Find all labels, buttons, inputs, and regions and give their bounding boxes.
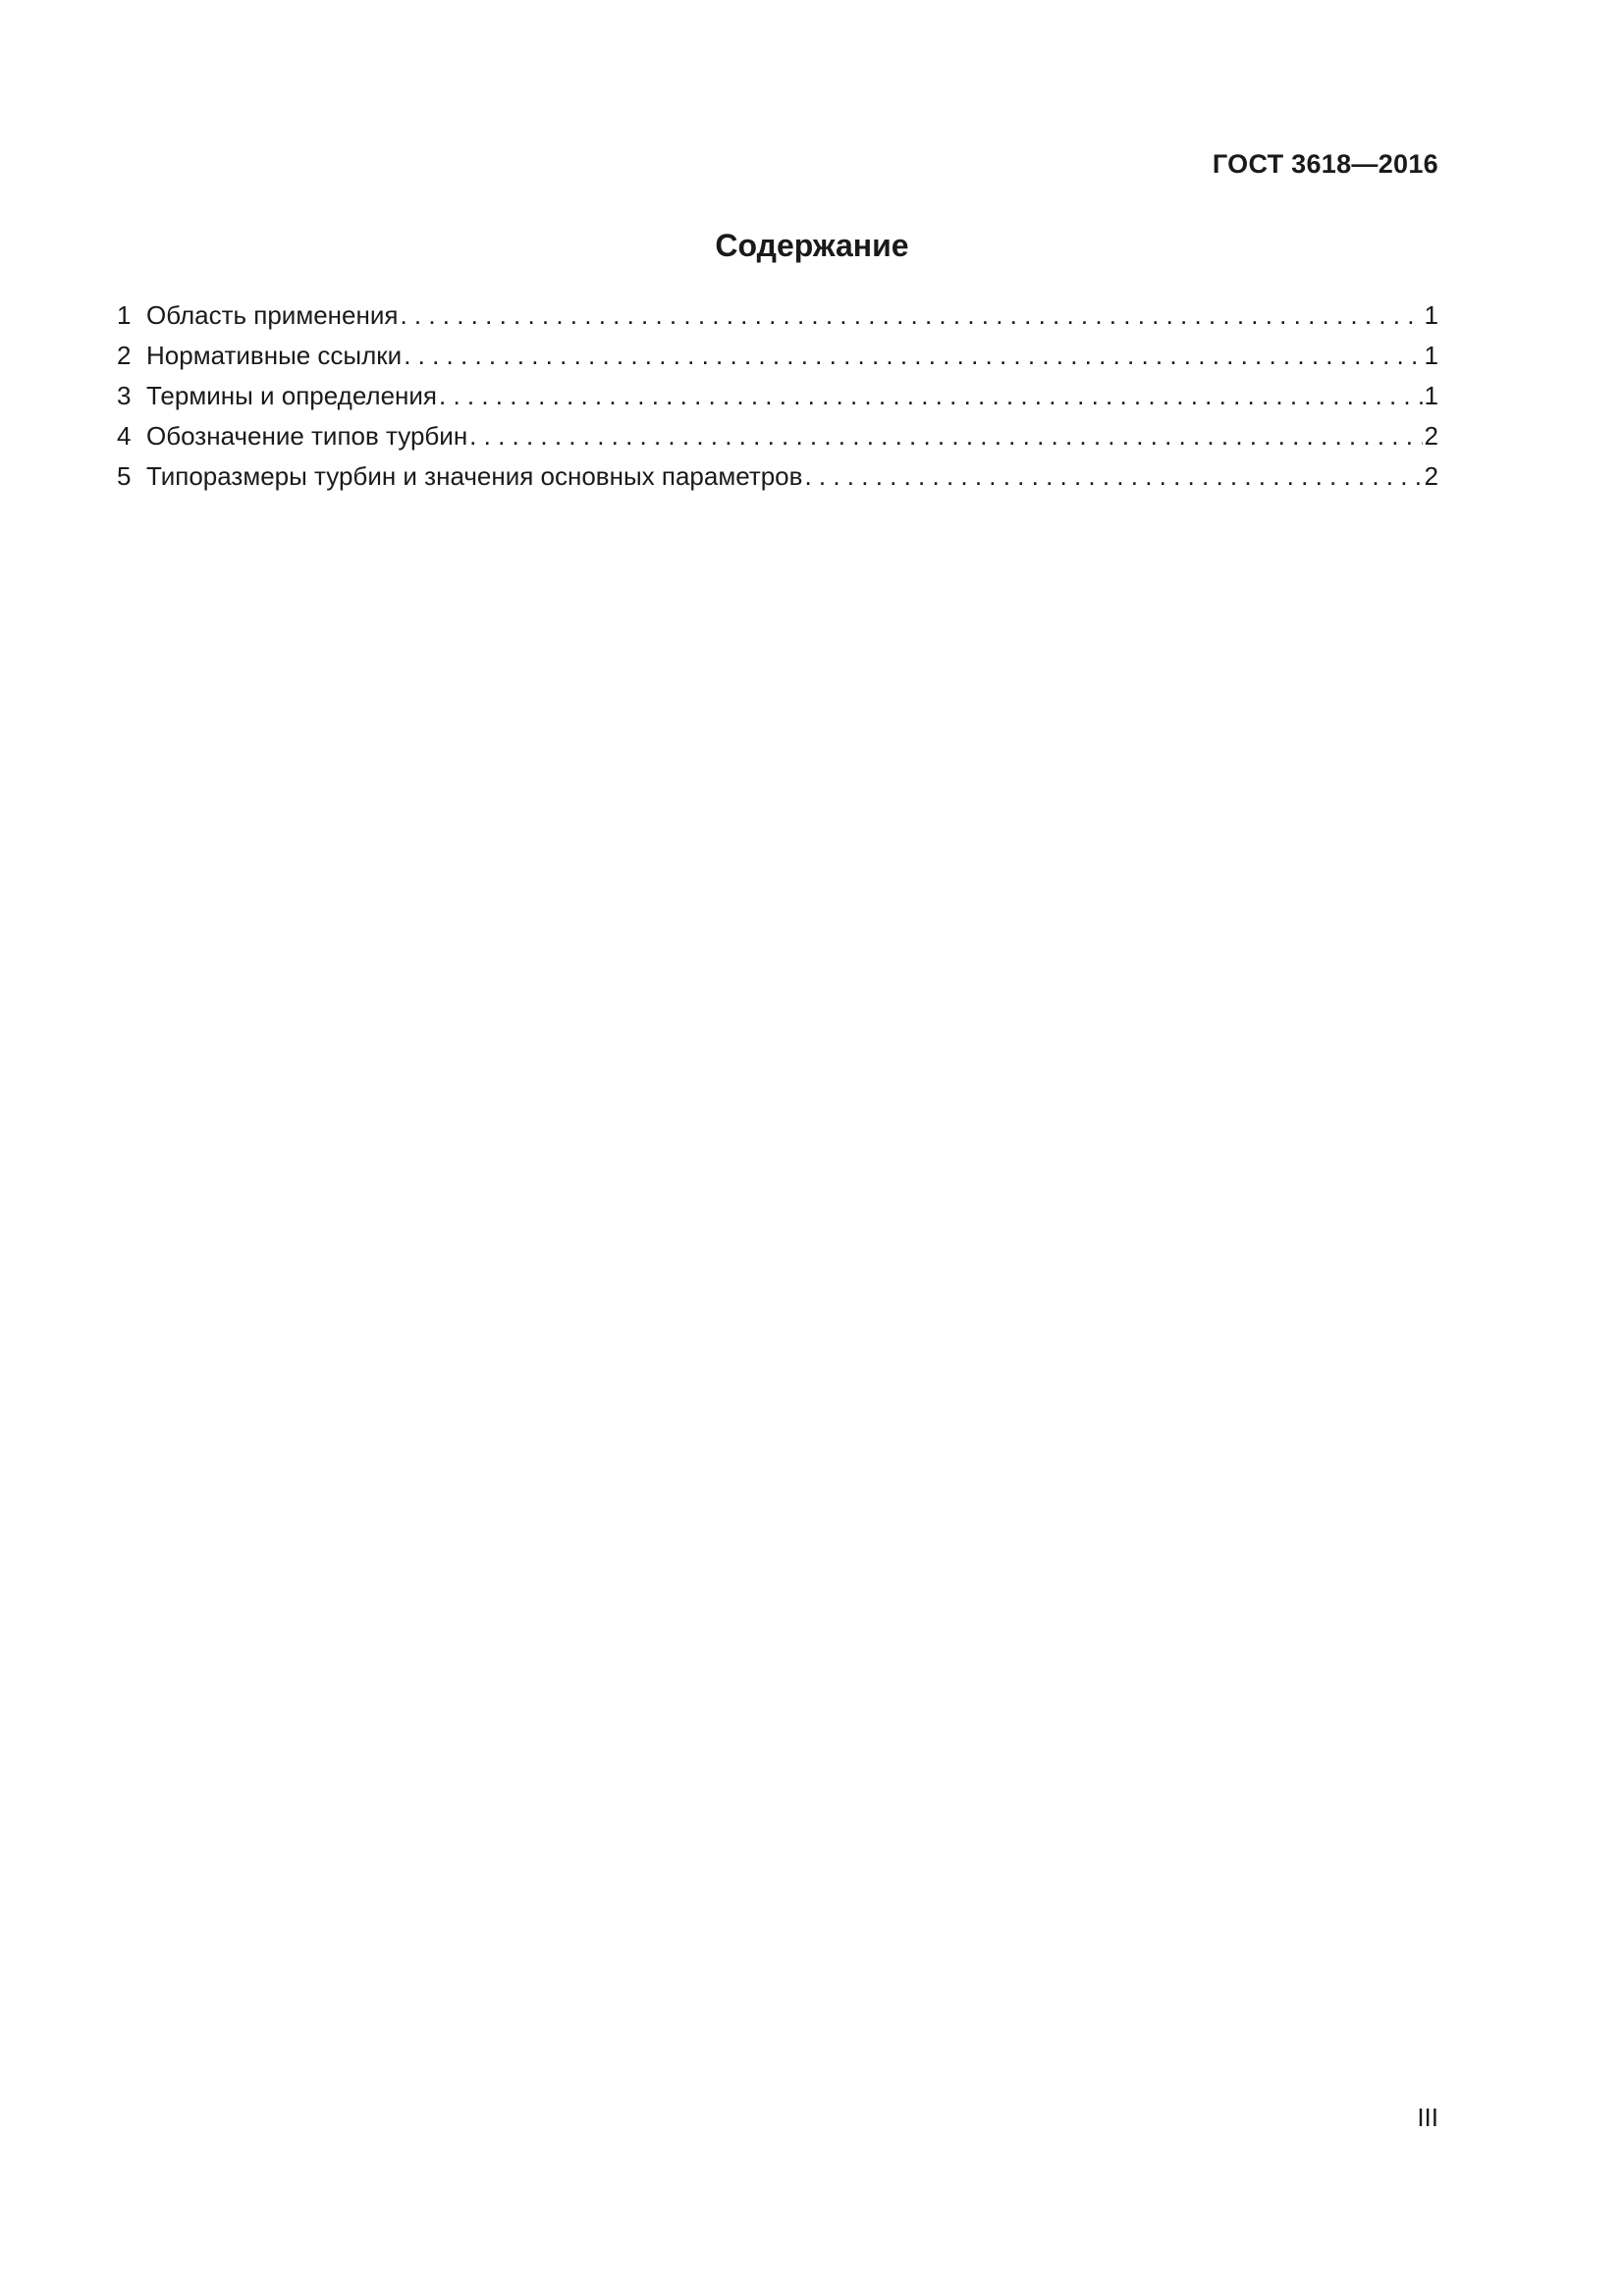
toc-entry-page: 2 xyxy=(1424,461,1438,491)
toc-entry-number: 2 xyxy=(117,341,132,370)
toc-entry-label: Область применения xyxy=(146,300,399,330)
toc-dot-leader xyxy=(439,376,1423,416)
toc-entry-number: 5 xyxy=(117,461,132,491)
toc-entry-label: Типоразмеры турбин и значения основных параметров xyxy=(146,461,803,491)
toc-entry-page: 2 xyxy=(1424,421,1438,451)
toc-dot-leader xyxy=(469,416,1422,456)
toc-entry[interactable] xyxy=(117,416,1438,456)
toc-dot-leader xyxy=(400,295,1422,336)
toc-entry-number: 1 xyxy=(117,300,132,330)
toc-entry[interactable] xyxy=(117,376,1438,416)
toc-entry-label: Нормативные ссылки xyxy=(146,341,403,370)
toc-entry-number: 3 xyxy=(117,381,132,410)
toc-entry[interactable] xyxy=(117,456,1438,497)
table-of-contents xyxy=(117,295,1438,497)
toc-entry-label: Обозначение типов турбин xyxy=(146,421,468,451)
toc-entry[interactable] xyxy=(117,295,1438,336)
document-code: ГОСТ 3618—2016 xyxy=(1212,149,1438,179)
page-number: III xyxy=(1417,2103,1438,2132)
toc-dot-leader xyxy=(404,336,1422,376)
toc-entry-number: 4 xyxy=(117,421,132,451)
toc-entry-page: 1 xyxy=(1424,300,1438,330)
toc-entry-label: Термины и определения xyxy=(146,381,438,410)
toc-dot-leader xyxy=(804,456,1422,497)
toc-entry-page: 1 xyxy=(1424,341,1438,370)
toc-title: Содержание xyxy=(715,228,909,263)
toc-entry-page: 1 xyxy=(1424,381,1438,410)
toc-entry[interactable] xyxy=(117,336,1438,376)
